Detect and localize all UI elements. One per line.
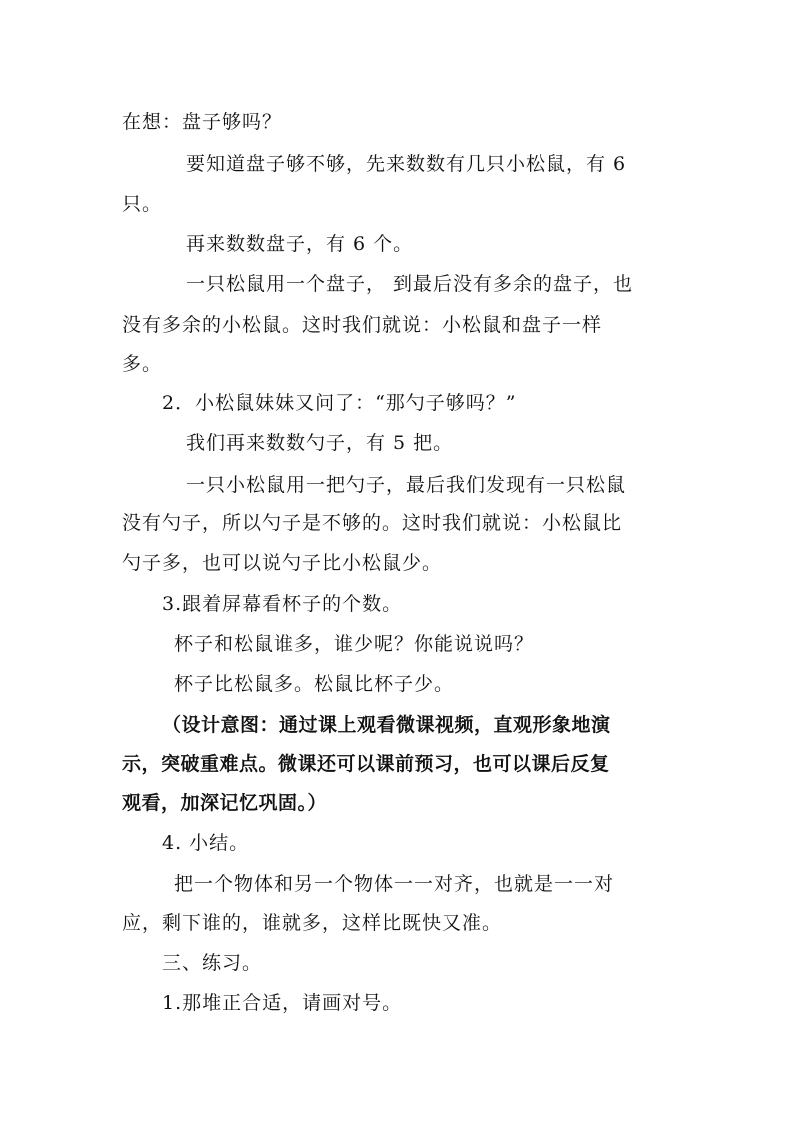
section-heading: 4. 小结。 — [162, 832, 250, 854]
text-line: 杯子和松鼠谁多，谁少呢？你能说说吗？ — [174, 633, 535, 655]
text-line: 在想：盘子够吗？ — [122, 111, 283, 133]
design-intent-line: （设计意图：通过课上观看微课视频，直观形象地演 — [162, 714, 611, 736]
text-line: 只。 — [122, 193, 163, 215]
text-line: 一只小松鼠用一把勺子，最后我们发现有一只松鼠 — [186, 474, 627, 496]
text-line: 应，剩下谁的，谁就多，这样比既快又准。 — [122, 912, 503, 934]
design-intent-line: 观看，加深记忆巩固。） — [122, 792, 328, 814]
text-line: 1.那堆正合适，请画对号。 — [162, 992, 403, 1014]
text-line: 勺子多，也可以说勺子比小松鼠少。 — [122, 552, 443, 574]
text-line: 杯子比松鼠多。松鼠比杯子少。 — [174, 673, 455, 695]
text-line: 再来数数盘子，有 6 个。 — [186, 233, 414, 255]
text-line: 多。 — [122, 353, 163, 375]
text-line: 我们再来数数勺子，有 5 把。 — [186, 432, 454, 454]
section-heading: 3.跟着屏幕看杯子的个数。 — [162, 593, 403, 615]
design-intent-line: 示，突破重难点。微课还可以课前预习，也可以课后反复 — [122, 753, 610, 775]
section-heading: 三、练习。 — [162, 952, 263, 974]
section-heading: 2．小松鼠妹妹又问了：“那勺子够吗？” — [162, 392, 517, 414]
text-line: 一只松鼠用一个盘子， 到最后没有多余的盘子，也 — [186, 273, 634, 295]
text-line: 要知道盘子够不够，先来数数有几只小松鼠，有 6 — [186, 153, 627, 175]
text-line: 没有勺子，所以勺子是不够的。这时我们就说：小松鼠比 — [122, 512, 623, 534]
text-line: 把一个物体和另一个物体一一对齐，也就是一一对 — [174, 873, 615, 895]
text-line: 没有多余的小松鼠。这时我们就说：小松鼠和盘子一样 — [122, 314, 603, 336]
